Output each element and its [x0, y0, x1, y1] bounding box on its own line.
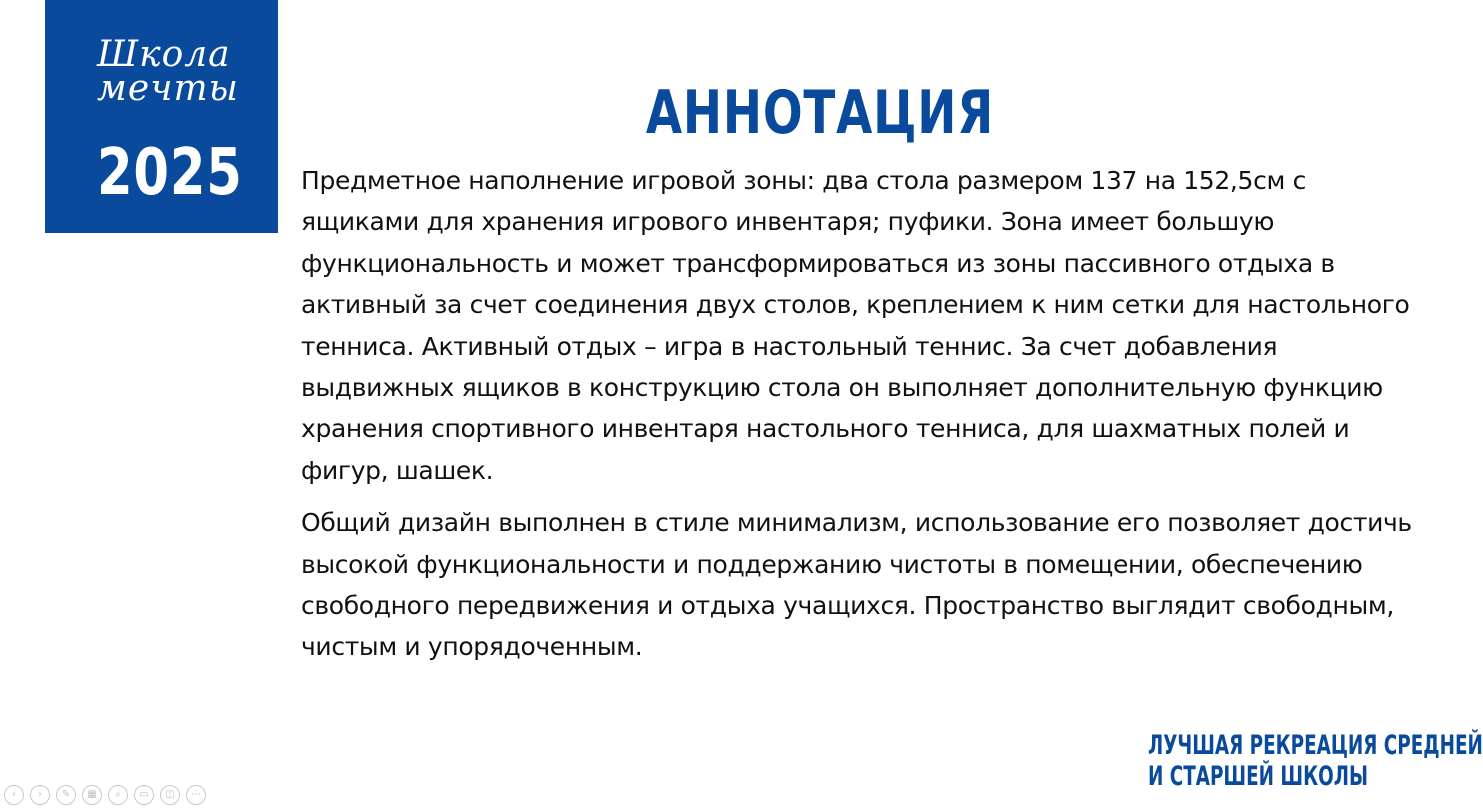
- slides-grid-icon[interactable]: ▦: [82, 785, 102, 805]
- logo-year: 2025: [97, 136, 243, 210]
- more-options-icon[interactable]: ⋯: [186, 785, 206, 805]
- annotation-body: [301, 160, 1431, 679]
- zoom-icon[interactable]: ⌕: [108, 785, 128, 805]
- school-of-dreams-logo: [45, 0, 278, 233]
- next-icon[interactable]: ›: [30, 785, 50, 805]
- slideshow-controls: [4, 785, 206, 805]
- pen-icon[interactable]: ✎: [56, 785, 76, 805]
- camera-icon[interactable]: ◫: [160, 785, 180, 805]
- nomination-label: [1148, 730, 1483, 792]
- logo-script-text: Школа мечты: [97, 34, 240, 109]
- previous-icon[interactable]: ‹: [4, 785, 24, 805]
- annotation-paragraph-2: Общий дизайн выполнен в стиле минимализм, использование его позволяет достичь высокой функциональности и поддержанию чистоты в помещении, обеспечению свободного передвижения и отдыха учащихся. Пространство выглядит свободным, чистым и упорядоченным.: [301, 508, 1412, 662]
- annotation-paragraph-1: Предметное наполнение игровой зоны: два стола размером 137 на 152,5см с ящиками для хранения игрового инвентаря; пуфики. Зона имеет большую функциональность и может трансформироваться из зоны пассивного отдыха в активный за счет соединения двух столов, креплением к ним сетки для настольного тенниса. Активный отдых – игра в настольный теннис. За счет добавления выдвижных ящиков в конструкцию стола он выполняет дополнительную функцию хранения спортивного инвентаря настольного тенниса, для шахматных полей и фигур, шашек.: [301, 166, 1410, 485]
- nomination-label-line-1: ЛУЧШАЯ РЕКРЕАЦИЯ СРЕДНЕЙ: [1148, 730, 1483, 761]
- subtitles-icon[interactable]: ▭: [134, 785, 154, 805]
- slide-title: АННОТАЦИЯ: [645, 78, 995, 148]
- nomination-label-line-2: И СТАРШЕЙ ШКОЛЫ: [1148, 761, 1368, 792]
